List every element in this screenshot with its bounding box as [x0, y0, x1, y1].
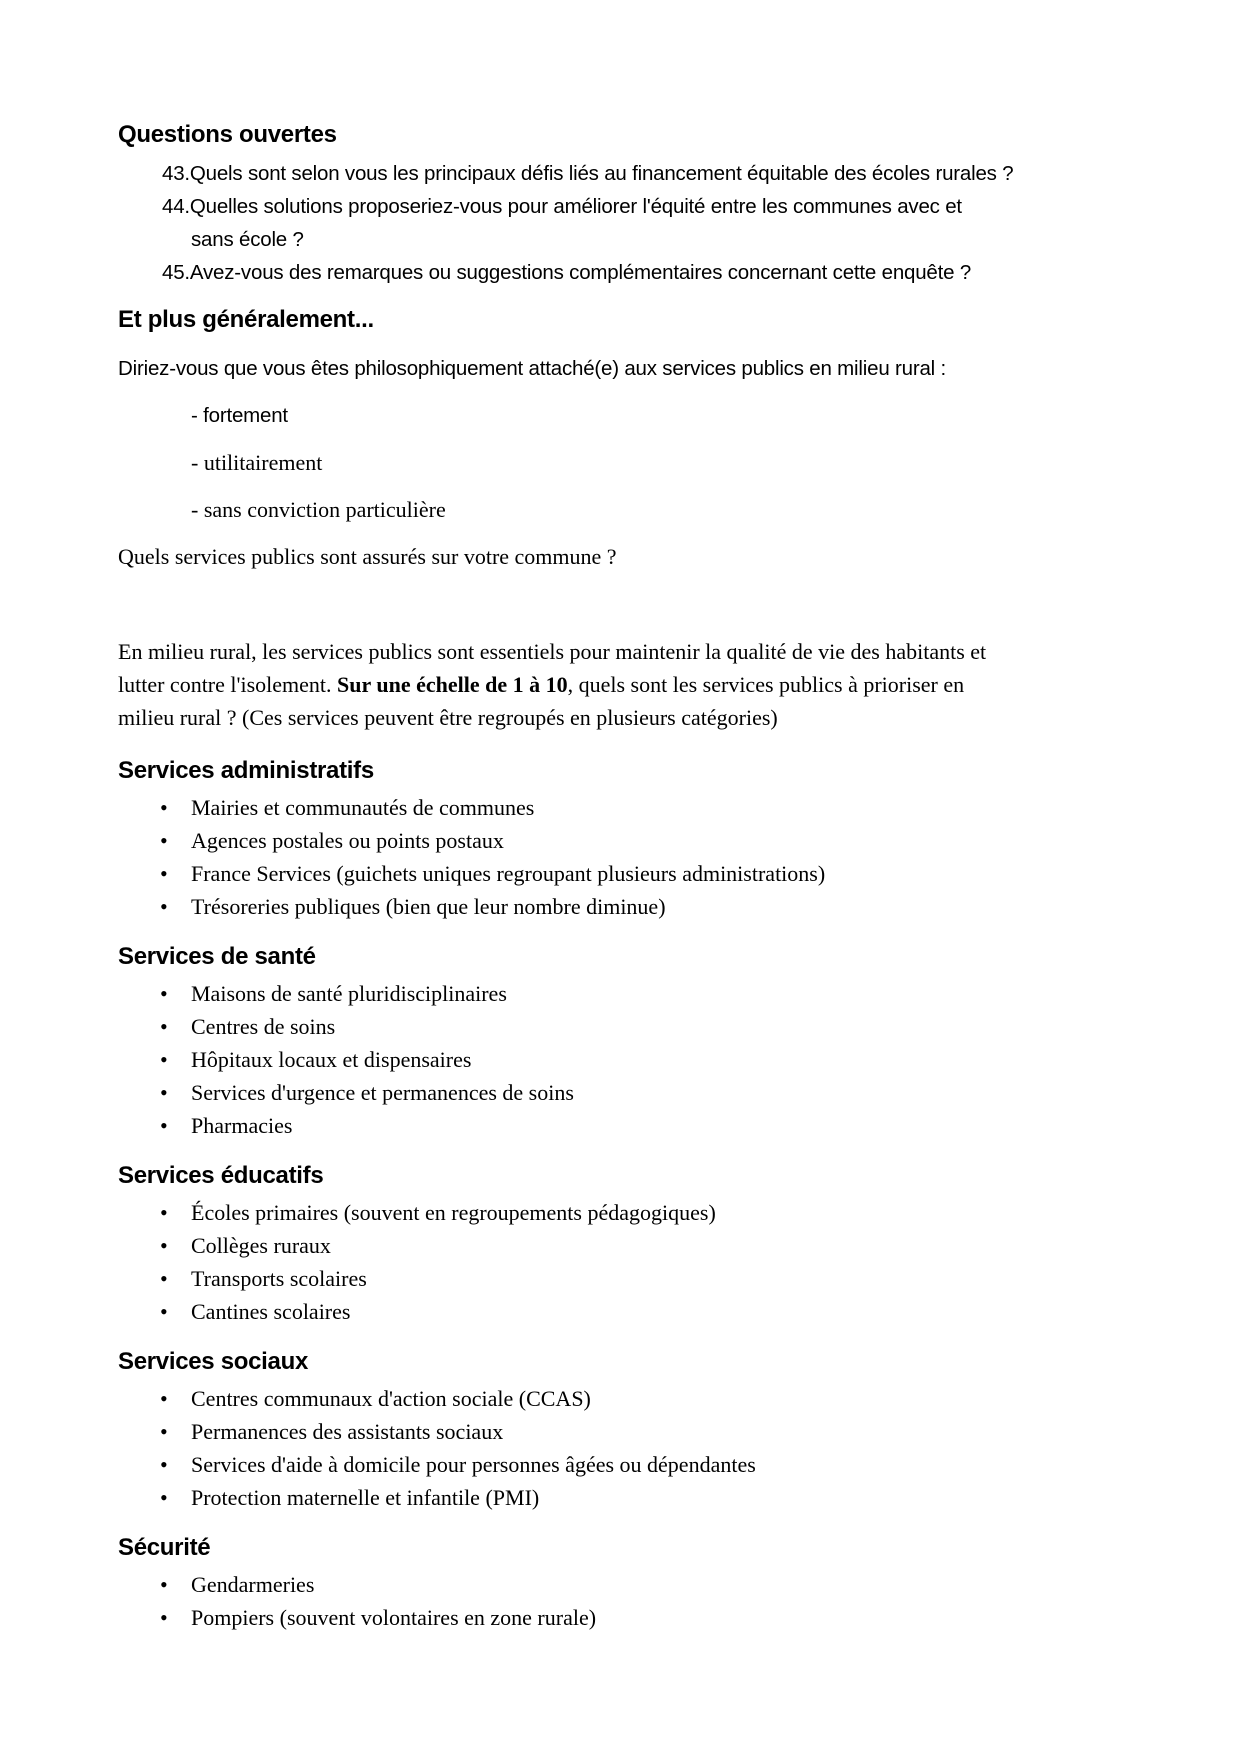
bullet-icon: • — [160, 1299, 168, 1324]
bullet-icon: • — [160, 1572, 168, 1597]
heading-services-administratifs: Services administratifs — [118, 757, 374, 784]
list-item-text: Services d'urgence et permanences de soins — [191, 1080, 574, 1105]
bullet-icon: • — [160, 1200, 168, 1225]
list-item-text: Hôpitaux locaux et dispensaires — [191, 1047, 472, 1072]
bullet-icon: • — [160, 861, 168, 886]
heading-general: Et plus généralement... — [118, 306, 374, 333]
intro-text: lutter contre l'isolement. — [118, 672, 338, 697]
bullet-icon: • — [160, 981, 168, 1006]
bullet-icon: • — [160, 1080, 168, 1105]
intro-line-3: milieu rural ? (Ces services peuvent être regroupés en plusieurs catégories) — [118, 705, 778, 730]
list-item-text: Pompiers (souvent volontaires en zone rurale) — [191, 1605, 597, 1630]
list-item-text: Centres de soins — [191, 1014, 336, 1039]
question-45 — [162, 261, 971, 285]
list-item — [160, 1047, 168, 1073]
list-item-text: Protection maternelle et infantile (PMI) — [191, 1485, 540, 1510]
list-item — [160, 1299, 168, 1325]
list-item — [160, 1200, 168, 1226]
list-item — [160, 1572, 168, 1598]
list-item-text: Collèges ruraux — [191, 1233, 331, 1258]
attachment-question: Diriez-vous que vous êtes philosophiquement attaché(e) aux services publics en milieu rural : — [118, 357, 947, 380]
list-item — [160, 1605, 168, 1631]
list-item — [160, 1485, 168, 1511]
list-item — [160, 894, 168, 920]
list-item-text: Écoles primaires (souvent en regroupements pédagogiques) — [191, 1200, 716, 1225]
bullet-icon: • — [160, 1113, 168, 1138]
option-fortement: - fortement — [191, 404, 288, 427]
list-item — [160, 1113, 168, 1139]
list-item — [160, 981, 168, 1007]
question-44-continuation: sans école ? — [191, 228, 304, 251]
question-text: Quels sont selon vous les principaux défis liés au financement équitable des écoles rurales ? — [189, 162, 1014, 185]
bullet-icon: • — [160, 894, 168, 919]
heading-services-sante: Services de santé — [118, 943, 316, 970]
question-text: Avez-vous des remarques ou suggestions complémentaires concernant cette enquête ? — [189, 261, 972, 284]
services-question: Quels services publics sont assurés sur votre commune ? — [118, 544, 617, 569]
heading-services-educatifs: Services éducatifs — [118, 1162, 324, 1189]
bullet-icon: • — [160, 795, 168, 820]
list-item — [160, 861, 168, 887]
list-item-text: Gendarmeries — [191, 1572, 315, 1597]
intro-text: , quels sont les services publics à prioriser en — [567, 672, 965, 697]
bullet-icon: • — [160, 1266, 168, 1291]
heading-open-questions: Questions ouvertes — [118, 121, 337, 148]
list-item — [160, 828, 168, 854]
bullet-icon: • — [160, 1485, 168, 1510]
list-item-text: Maisons de santé pluridisciplinaires — [191, 981, 507, 1006]
bullet-icon: • — [160, 828, 168, 853]
list-item-text: Transports scolaires — [191, 1266, 367, 1291]
question-number: 45. — [162, 261, 190, 284]
list-item-text: Cantines scolaires — [191, 1299, 351, 1324]
heading-services-sociaux: Services sociaux — [118, 1348, 309, 1375]
question-text: Quelles solutions proposeriez-vous pour améliorer l'équité entre les communes avec et — [189, 195, 962, 218]
list-item-text: Pharmacies — [191, 1113, 293, 1138]
question-number: 43. — [162, 162, 190, 185]
question-number: 44. — [162, 195, 190, 218]
question-44 — [162, 195, 962, 219]
list-item-text: Trésoreries publiques (bien que leur nombre diminue) — [191, 894, 666, 919]
list-item-text: Mairies et communautés de communes — [191, 795, 535, 820]
bullet-icon: • — [160, 1386, 168, 1411]
list-item — [160, 1386, 168, 1412]
intro-line-1: En milieu rural, les services publics sont essentiels pour maintenir la qualité de vie des habitants et — [118, 639, 987, 664]
bullet-icon: • — [160, 1452, 168, 1477]
question-43 — [162, 162, 1013, 186]
intro-line-2 — [118, 672, 964, 698]
heading-securite: Sécurité — [118, 1534, 211, 1561]
bullet-icon: • — [160, 1605, 168, 1630]
list-item-text: Centres communaux d'action sociale (CCAS) — [191, 1386, 591, 1411]
option-utilitairement: - utilitairement — [191, 450, 323, 475]
list-item — [160, 1419, 168, 1445]
list-item-text: France Services (guichets uniques regroupant plusieurs administrations) — [191, 861, 826, 886]
list-item-text: Services d'aide à domicile pour personnes âgées ou dépendantes — [191, 1452, 756, 1477]
list-item — [160, 1014, 168, 1040]
option-sans-conviction: - sans conviction particulière — [191, 497, 446, 522]
list-item — [160, 1080, 168, 1106]
bullet-icon: • — [160, 1047, 168, 1072]
bullet-icon: • — [160, 1419, 168, 1444]
list-item — [160, 795, 168, 821]
bullet-icon: • — [160, 1014, 168, 1039]
bullet-icon: • — [160, 1233, 168, 1258]
list-item — [160, 1233, 168, 1259]
list-item-text: Permanences des assistants sociaux — [191, 1419, 504, 1444]
list-item — [160, 1452, 168, 1478]
list-item-text: Agences postales ou points postaux — [191, 828, 504, 853]
intro-scale-emphasis: Sur une échelle de 1 à 10 — [337, 672, 568, 697]
list-item — [160, 1266, 168, 1292]
